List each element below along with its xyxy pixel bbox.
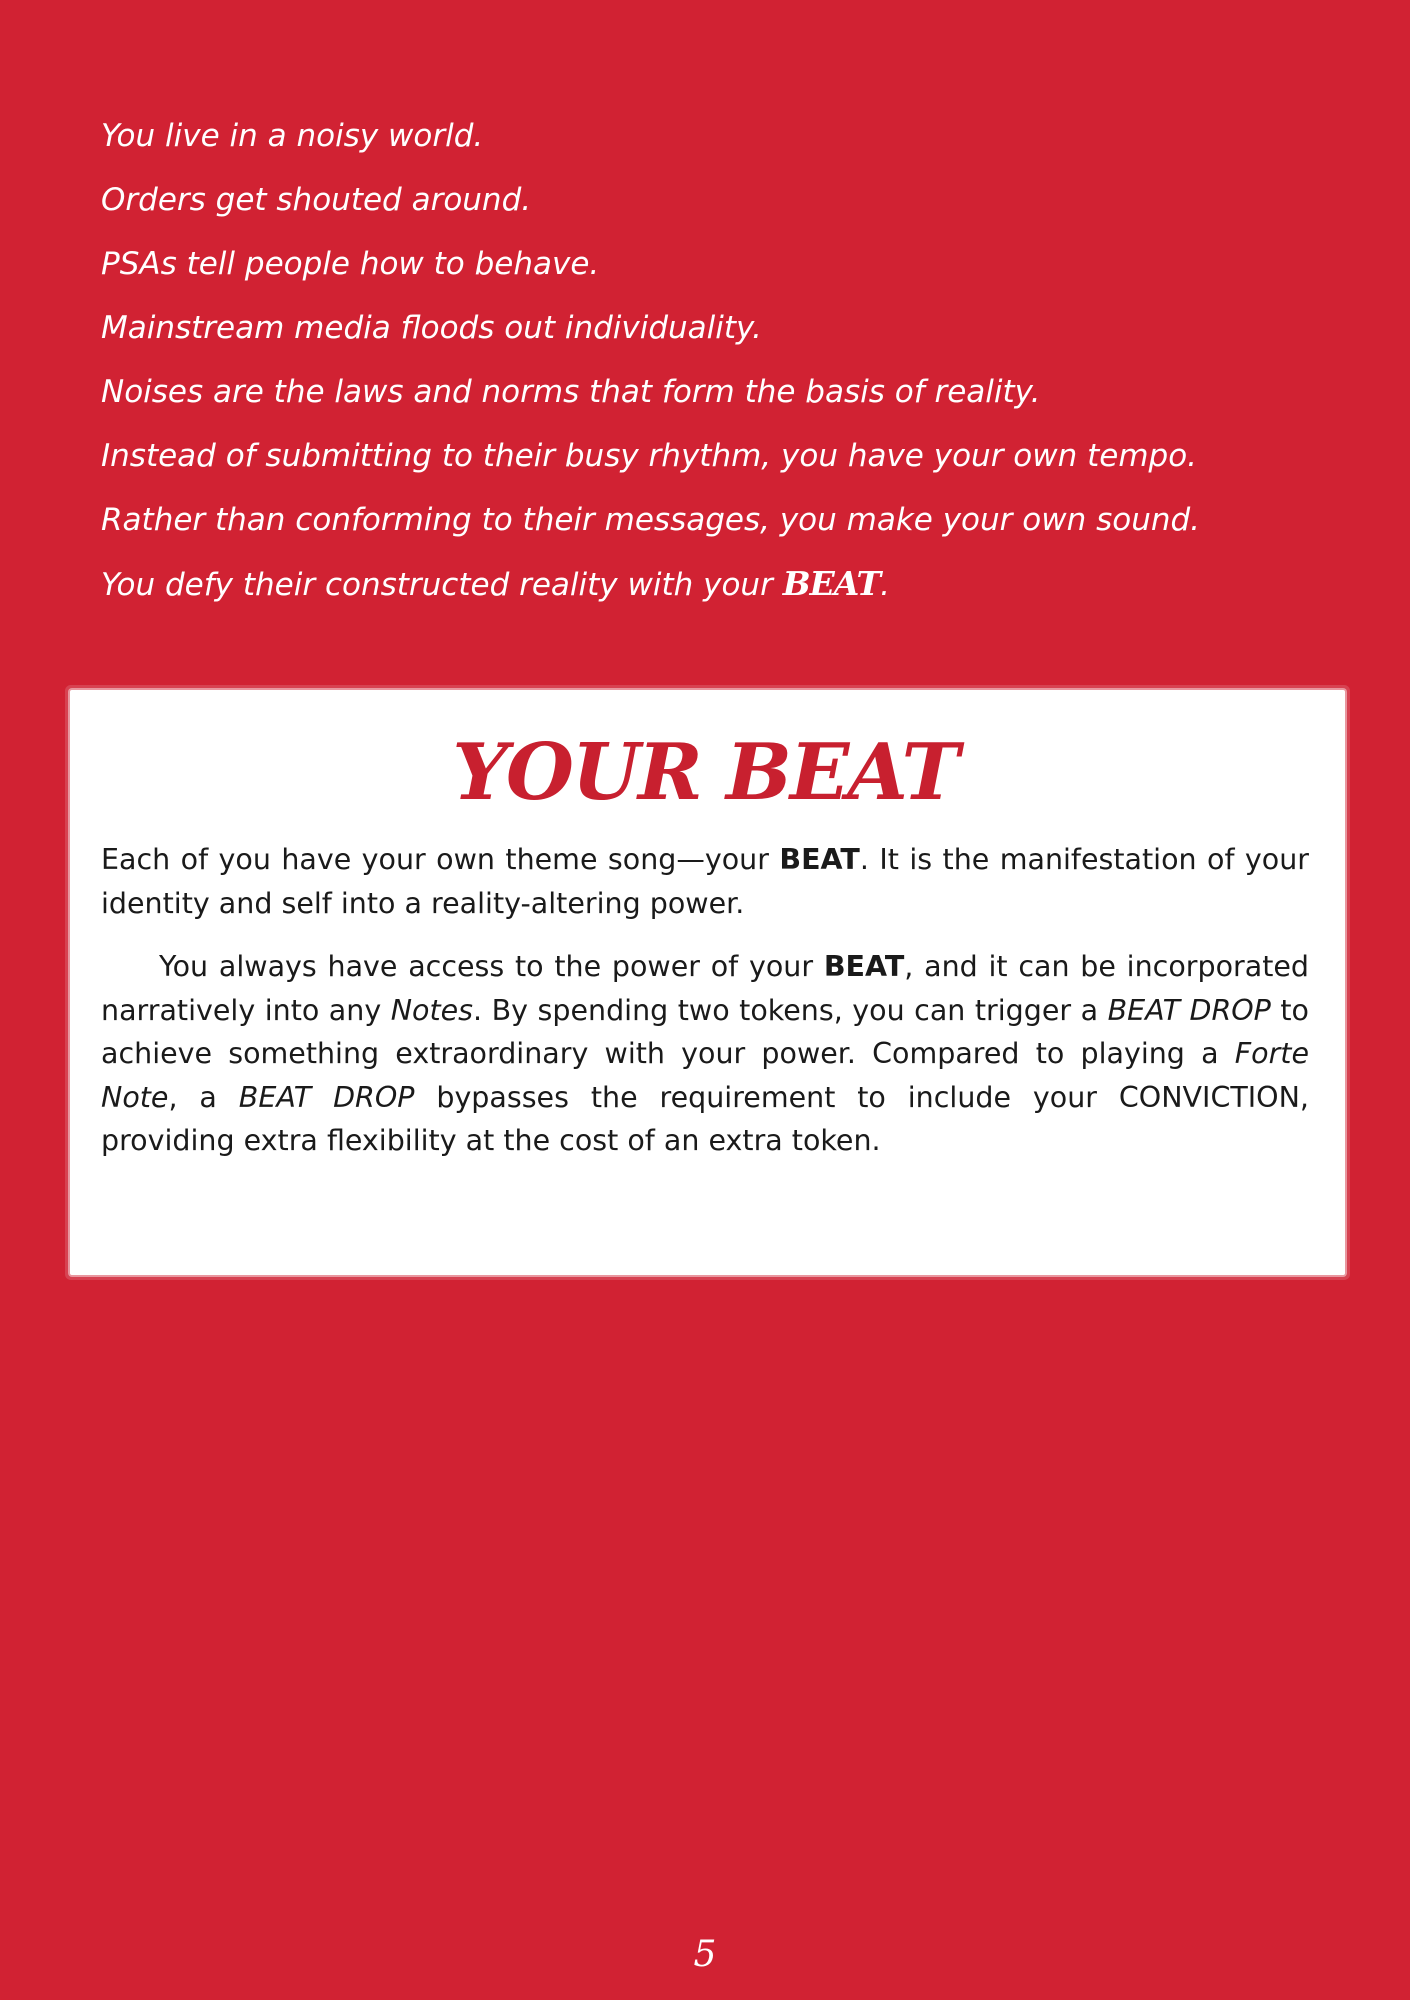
panel-content [101, 718, 1309, 1163]
text-run: . By spending two tokens, you can trigger a [473, 993, 1108, 1027]
text-run: , and it can be incorporated narratively into any [101, 950, 1309, 1027]
text-run: , a [168, 1080, 239, 1114]
beat-drop-term: BEAT DROP [238, 1080, 415, 1114]
your-beat-panel [70, 690, 1345, 1275]
forte-note-term: Forte Note [101, 1037, 1309, 1114]
beat-paragraph-2 [101, 945, 1309, 1163]
page-number: 5 [693, 1934, 717, 1975]
intro-last-period: . [880, 567, 890, 603]
intro-line: You live in a noisy world. [101, 118, 484, 154]
beat-drop-term: BEAT DROP [1107, 993, 1271, 1027]
text-run: Each of you have your own theme song—your [101, 843, 780, 876]
text-run: to achieve something extraordinary with your power. Compared to playing a [101, 993, 1309, 1070]
text-run: . It is the manifestation of your identity and self into a reality-altering power. [101, 843, 1309, 920]
beat-bold: BEAT [823, 950, 905, 983]
panel-title: YOUR BEAT [452, 727, 958, 818]
intro-line: Rather than conforming to their messages, you make your own sound. [101, 502, 1201, 538]
beat-bold: BEAT [779, 843, 860, 876]
text-run: You always have access to the power of your [159, 950, 824, 983]
intro-last-text: You defy their constructed reality with your [101, 567, 783, 603]
intro-line: Orders get shouted around. [101, 182, 532, 218]
intro-line: Noises are the laws and norms that form the basis of reality. [101, 374, 1041, 410]
text-run: bypasses the requirement to include your CONVICTION, providing extra flexibility at the cost of an extra token. [101, 1080, 1309, 1157]
intro-line: PSAs tell people how to behave. [101, 246, 600, 282]
intro-text [101, 110, 1321, 622]
notes-term: Notes [390, 993, 474, 1027]
intro-line-last [101, 558, 1321, 622]
intro-line: Mainstream media floods out individuality. [101, 310, 762, 346]
beat-paragraph-1 [101, 838, 1309, 925]
beat-word: BEAT [782, 564, 881, 603]
intro-line: Instead of submitting to their busy rhythm, you have your own tempo. [101, 438, 1198, 474]
